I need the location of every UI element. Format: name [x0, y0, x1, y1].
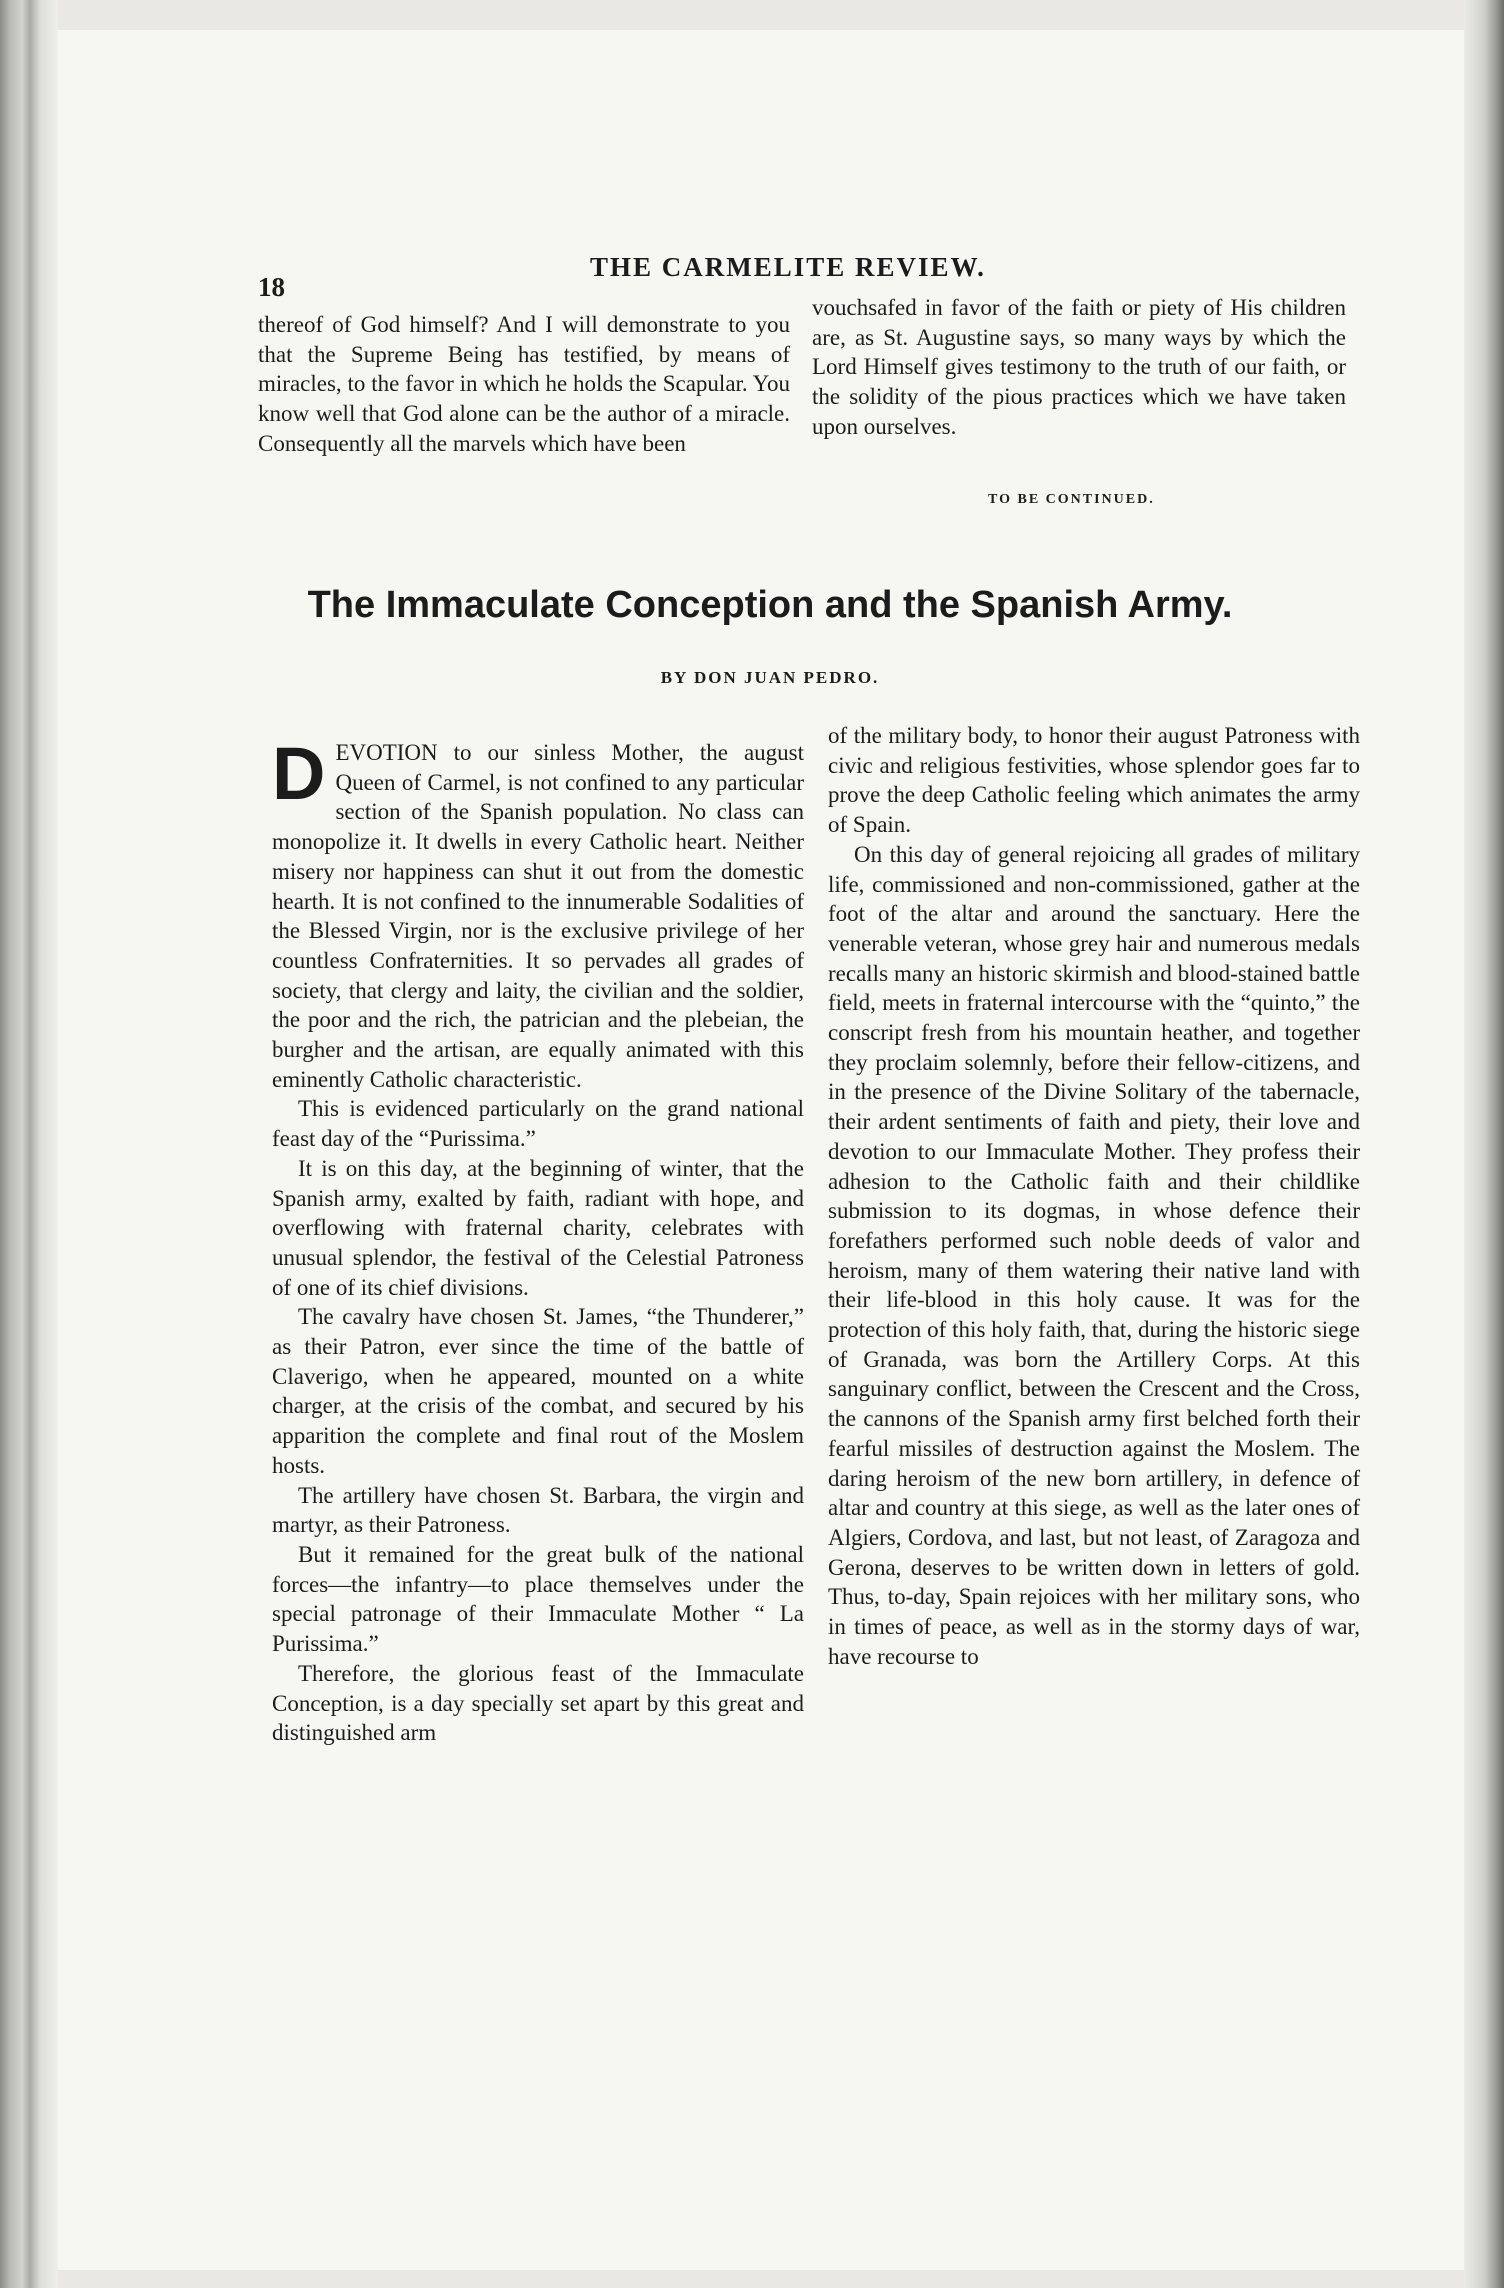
article-title: The Immaculate Conception and the Spanish Army.: [307, 584, 1233, 626]
previous-article-right-text: vouchsafed in favor of the faith or piety of His children are, as St. Augustine says, so many ways by which the Lord Himself gives testimony to the truth of our faith, or the solidity of the pious practices which we have taken upon ourselves.: [812, 295, 1346, 439]
running-title: THE CARMELITE REVIEW.: [590, 252, 986, 282]
previous-article-left-text: thereof of God himself? And I will demonstrate to you that the Supreme Being has testified, by means of miracles, to the favor in which he holds the Scapular. You know well that God alone can be the author of a miracle. Consequently all the marvels which have been: [258, 312, 790, 456]
article-paragraph: On this day of general rejoicing all grades of military life, commissioned and non-commissioned, gather at the foot of the altar and around the sanctuary. Here the venerable veteran, whose grey hair and numerous medals recalls many an historic skirmish and blood-stained battle field, meets in fraternal intercourse with the “quinto,” the conscript fresh from his mountain heather, and together they proclaim solemnly, before their fellow-citizens, and in the presence of the Divine Solitary of the tabernacle, their ardent sentiments of faith and piety, their love and devotion to our Immaculate Mother. They profess their adhesion to the Catholic faith and their childlike submission to its dogmas, in whose defence their forefathers performed such noble deeds of valor and heroism, many of them watering their native land with their life-blood in this holy cause. It was for the protection of this holy faith, that, during the historic siege of Granada, was born the Artillery Corps. At this sanguinary conflict, between the Crescent and the Cross, the cannons of the Spanish army first belched forth their fearful missiles of destruction against the Moslem. The daring heroism of the new born artillery, in defence of altar and country at this siege, as well as the later ones of Algiers, Cordova, and last, but not least, of Zaragoza and Gerona, deserves to be written down in letters of gold. Thus, to-day, Spain rejoices with her military sons, who in times of peace, as well as in the stormy days of war, have recourse to: [828, 841, 1360, 1669]
opening-caps: EVOTION: [335, 740, 438, 765]
article-paragraph: But it remained for the great bulk of the national forces—the infantry—to place themselves under the special patronage of their Immaculate Mother “ La Purissima.”: [272, 1541, 804, 1657]
previous-article-right-column: [812, 293, 1346, 442]
scan-binding-edge: [0, 0, 58, 2288]
scan-right-edge: [1464, 0, 1504, 2288]
article-right-column: [828, 721, 1360, 1672]
article-paragraph: [272, 732, 804, 1094]
article-paragraph: It is on this day, at the beginning of winter, that the Spanish army, exalted by faith, radiant with hope, and overflowing with fraternal charity, celebrates with unusual splendor, the festival of the Celestial Patroness of one of its chief divisions.: [272, 1155, 804, 1300]
article-byline: BY DON JUAN PEDRO.: [660, 668, 880, 687]
article-paragraph: The artillery have chosen St. Barbara, the virgin and martyr, as their Patroness.: [272, 1482, 804, 1538]
previous-article-left-column: [258, 310, 790, 459]
article-paragraph: Therefore, the glorious feast of the Immaculate Conception, is a day specially set apart by this great and distinguished arm: [272, 1660, 804, 1746]
article-paragraph: of the military body, to honor their august Patroness with civic and religious festivities, whose splendor goes far to prove the deep Catholic feeling which animates the army of Spain.: [828, 723, 1360, 838]
article-left-column: [272, 732, 804, 1748]
article-paragraph: This is evidenced particularly on the grand national feast day of the “Purissima.”: [272, 1096, 804, 1152]
article-paragraph: The cavalry have chosen St. James, “the Thunderer,” as their Patron, ever since the time of the battle of Claverigo, when he appeared, mounted on a white charger, at the crisis of the combat, and secured by his apparition the complete and final rout of the Moslem hosts.: [272, 1304, 804, 1478]
page-number: 18: [258, 272, 285, 302]
to-be-continued-note: TO BE CONTINUED.: [988, 492, 1155, 507]
drop-cap: D: [272, 732, 326, 815]
paragraph-text: to our sinless Mother, the august Queen of Carmel, is not confined to any particular section of the Spanish population. No class can monopolize it. It dwells in every Catholic heart. Neither misery nor happiness can shut it out from the domestic hearth. It is not confined to the innumerable Sodalities of the Blessed Virgin, nor is the exclusive privilege of her countless Confraternities. It so pervades all grades of society, that clergy and laity, the civilian and the soldier, the poor and the rich, the patrician and the plebeian, the burgher and the artisan, are equally animated with this eminently Catholic characteristic.: [272, 740, 804, 1092]
